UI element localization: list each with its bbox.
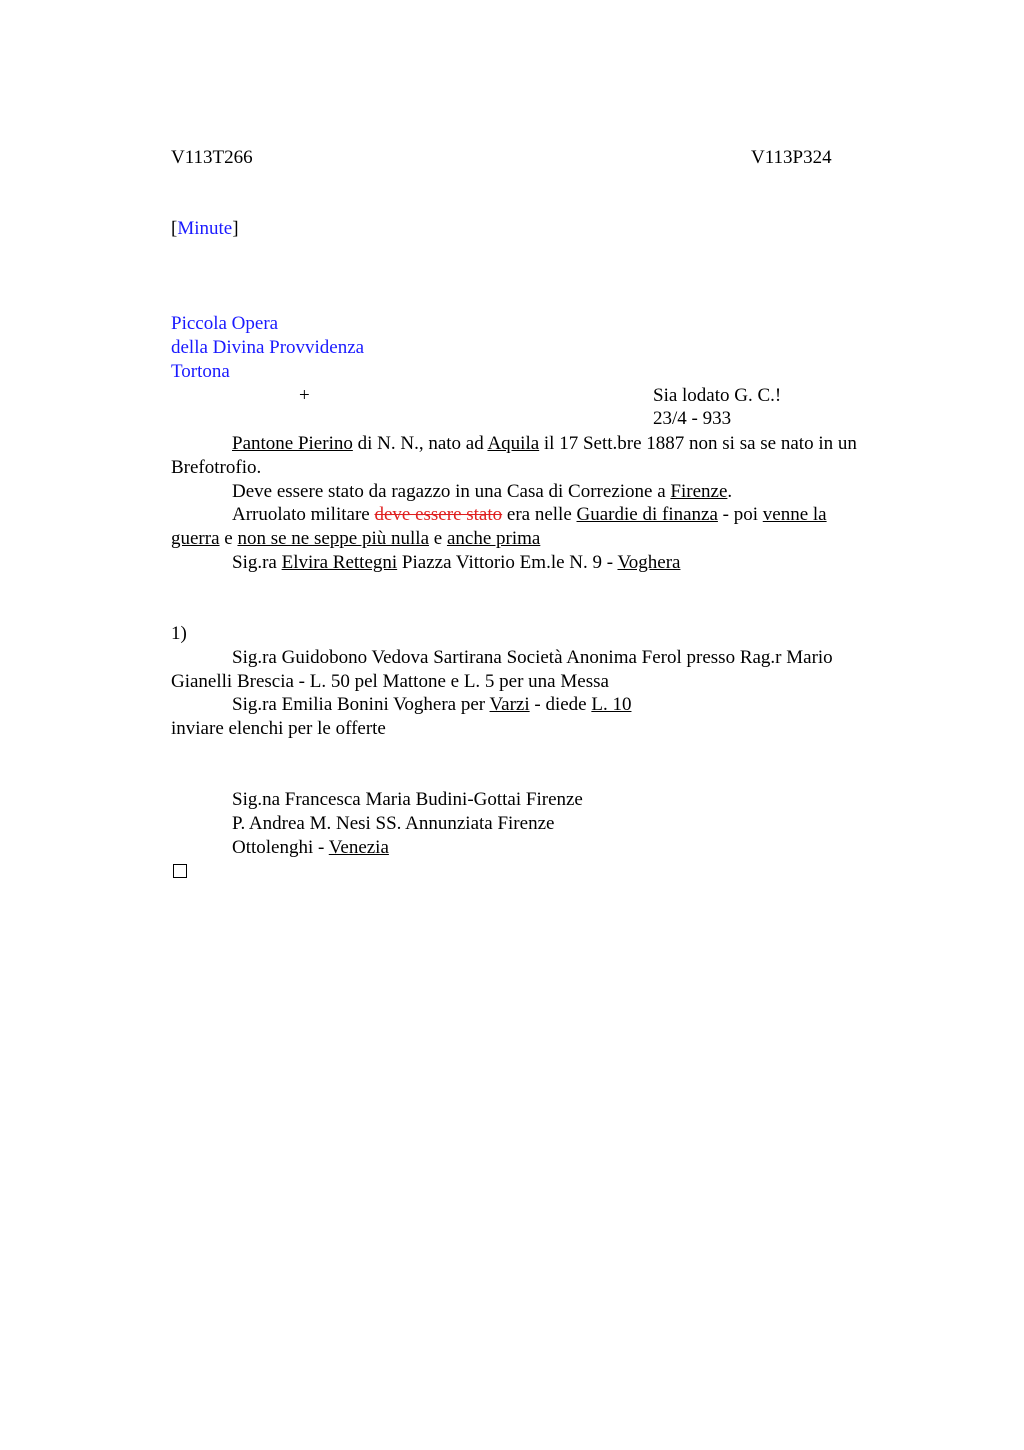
section2-line-1: Sig.na Francesca Maria Budini-Gottai Firenze bbox=[232, 789, 583, 810]
document-code-left: V113T266 bbox=[171, 147, 253, 168]
body-line-6: Sig.ra Elvira Rettegni Piazza Vittorio Em.le N. 9 - Voghera bbox=[232, 552, 681, 573]
section1-line-3: Sig.ra Emilia Bonini Voghera per Varzi - diede L. 10 bbox=[232, 694, 632, 715]
section1-line-1: Sig.ra Guidobono Vedova Sartirana Società Anonima Ferol presso Rag.r Mario bbox=[232, 647, 833, 668]
document-code-right: V113P324 bbox=[751, 147, 832, 168]
greeting: Sia lodato G. C.! bbox=[653, 385, 782, 406]
section-marker: 1) bbox=[171, 623, 187, 644]
section2-line-3: Ottolenghi - Venezia bbox=[232, 837, 389, 858]
letterhead-line-2: della Divina Provvidenza bbox=[171, 337, 365, 358]
body-line-2: Brefotrofio. bbox=[171, 457, 262, 478]
body-line-5: guerra e non se ne seppe più nulla e anche prima bbox=[171, 528, 541, 549]
minute-label: [Minute] bbox=[171, 218, 239, 239]
section2-line-2: P. Andrea M. Nesi SS. Annunziata Firenze bbox=[232, 813, 555, 834]
letterhead-line-3: Tortona bbox=[171, 361, 230, 382]
body-line-1: Pantone Pierino di N. N., nato ad Aquila il 17 Sett.bre 1887 non si sa se nato in un bbox=[232, 433, 857, 454]
empty-checkbox-glyph bbox=[173, 864, 187, 878]
body-line-3: Deve essere stato da ragazzo in una Casa di Correzione a Firenze. bbox=[232, 481, 733, 502]
letter-date: 23/4 - 933 bbox=[653, 408, 732, 429]
section1-line-2: Gianelli Brescia - L. 50 pel Mattone e L. 5 per una Messa bbox=[171, 671, 609, 692]
body-line-4: Arruolato militare deve essere stato era nelle Guardie di finanza - poi venne la bbox=[232, 504, 827, 525]
section1-line-4: inviare elenchi per le offerte bbox=[171, 718, 386, 739]
cross-mark: + bbox=[299, 385, 310, 406]
letterhead-line-1: Piccola Opera bbox=[171, 313, 279, 334]
